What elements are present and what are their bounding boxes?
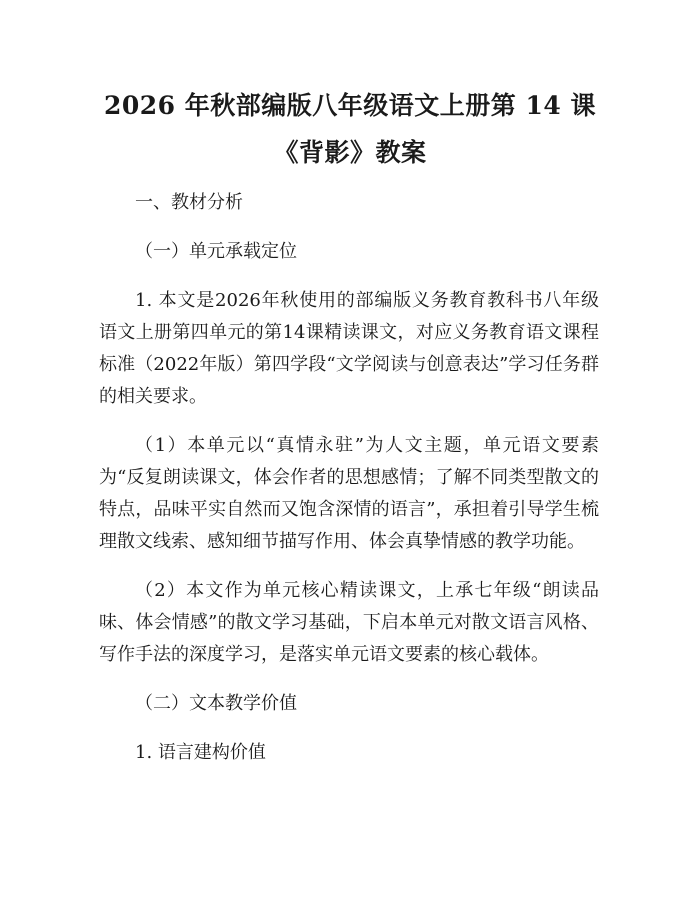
paragraph-text-overview: 1. 本文是2026年秋使用的部编版义务教育教科书八年级语文上册第四单元的第14课精读课文，对应义务教育语文课程标准（2022年版）第四学段“文学阅读与创意表达”学习任务群的相关要求。 [99,290,599,407]
paragraph-core-text-role: （2）本文作为单元核心精读课文，上承七年级“朗读品味、体会情感”的散文学习基础，下启本单元对散文语言风格、写作手法的深度学习，是落实单元语文要素的核心载体。 [99,580,599,665]
document-body [99,187,599,786]
section-heading-materials-analysis: 一、教材分析 [135,192,243,213]
paragraph-unit-theme: （1）本单元以“真情永驻”为人文主题，单元语文要素为“反复朗读课文，体会作者的思想感情；了解不同类型散文的特点，品味平实自然而又饱含深情的语言”，承担着引导学生梳理散文线索、感知细节描写作用、体会真挚情感的教学功能。 [99,435,599,552]
document-title-line-2: 《背影》教案 [273,138,427,167]
subsection-heading-teaching-value: （二）文本教学价值 [135,693,297,714]
list-item-language-construction: 1. 语言建构价值 [135,742,266,763]
document-title-line-1: 2026 年秋部编版八年级语文上册第 14 课 [104,91,596,120]
subsection-heading-unit-positioning: （一）单元承载定位 [135,241,297,262]
